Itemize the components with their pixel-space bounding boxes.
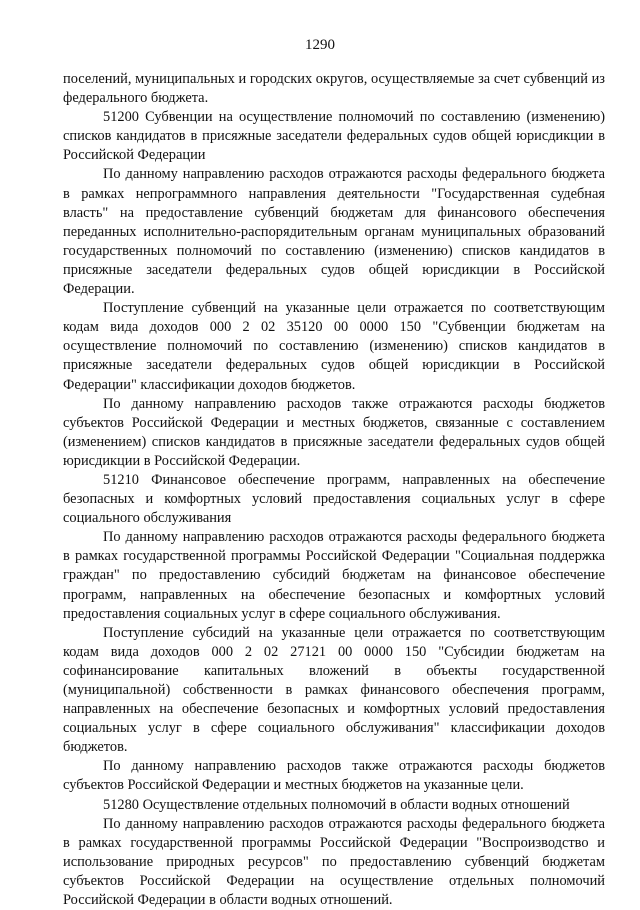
section-heading-51200: 51200 Субвенции на осуществление полномочий по составлению (изменению) списков кандидатов в присяжные заседатели федеральных судов общей юрисдикции в Российской Федерации [63,109,605,164]
paragraph: По данному направлению расходов также отражаются расходы бюджетов субъектов Российской Федерации и местных бюджетов на указанные цели. [63,758,605,794]
paragraph: Поступление субвенций на указанные цели отражается по соответствующим кодам вида доходов 000 2 02 35120 00 0000 150 "Субвенции бюджетам на осуществление полномочий по составлению (изменению) списков кандидатов в присяжные заседатели федеральных судов общей юрисдикции в Российской Федерации" классификации доходов бюджетов. [63,300,605,393]
paragraph: Поступление субсидий на указанные цели отражается по соответствующим кодам вида доходов 000 2 02 27121 00 0000 150 "Субсидии бюджетам на софинансирование капитальных вложений в объекты государственной (муниципальной) собственности в рамках финансового обеспечения программ, направленных на обеспечение безопасных и комфортных условий предоставления социальных услуг в сфере социального обслуживания" классификации доходов бюджетов. [63,624,605,756]
paragraph: По данному направлению расходов также отражаются расходы бюджетов субъектов Российской Федерации и местных бюджетов, связанные с составлением (изменением) списков кандидатов в присяжные заседатели федеральных судов общей юрисдикции в Российской Федерации. [63,395,605,469]
body-text [63,70,605,910]
paragraph: поселений, муниципальных и городских округов, осуществляемые за счет субвенций из федерального бюджета. [63,71,605,107]
section-heading-51210: 51210 Финансовое обеспечение программ, направленных на обеспечение безопасных и комфортных условий предоставления социальных услуг в сфере социального обслуживания [63,471,605,527]
paragraph: По данному направлению расходов отражаются расходы федерального бюджета в рамках государственной программы Российской Федерации "Воспроизводство и использование природных ресурсов" по предоставлению субвенций бюджетам субъектов Российской Федерации на осуществление отдельных полномочий Российской Федерации в области водных отношений. [63,815,605,909]
paragraph: По данному направлению расходов отражаются расходы федерального бюджета в рамках непрограммного направления деятельности "Государственная судебная власть" на предоставление субвенций бюджетам для финансового обеспечения переданных исполнительно-распорядительным органам муниципальных образований государственных полномочий по составлению (изменению) списков кандидатов в присяжные заседатели федеральных судов общей юрисдикции в Российской Федерации. [63,166,605,298]
section-heading-51280: 51280 Осуществление отдельных полномочий в области водных отношений [103,796,570,813]
page-number: 1290 [305,37,335,53]
paragraph: По данному направлению расходов отражаются расходы федерального бюджета в рамках государственной программы Российской Федерации "Социальная поддержка граждан" по предоставлению субсидий бюджетам на финансовое обеспечение программ, направленных на обеспечение безопасных и комфортных условий предоставления социальных услуг в сфере социального обслуживания. [63,529,605,622]
